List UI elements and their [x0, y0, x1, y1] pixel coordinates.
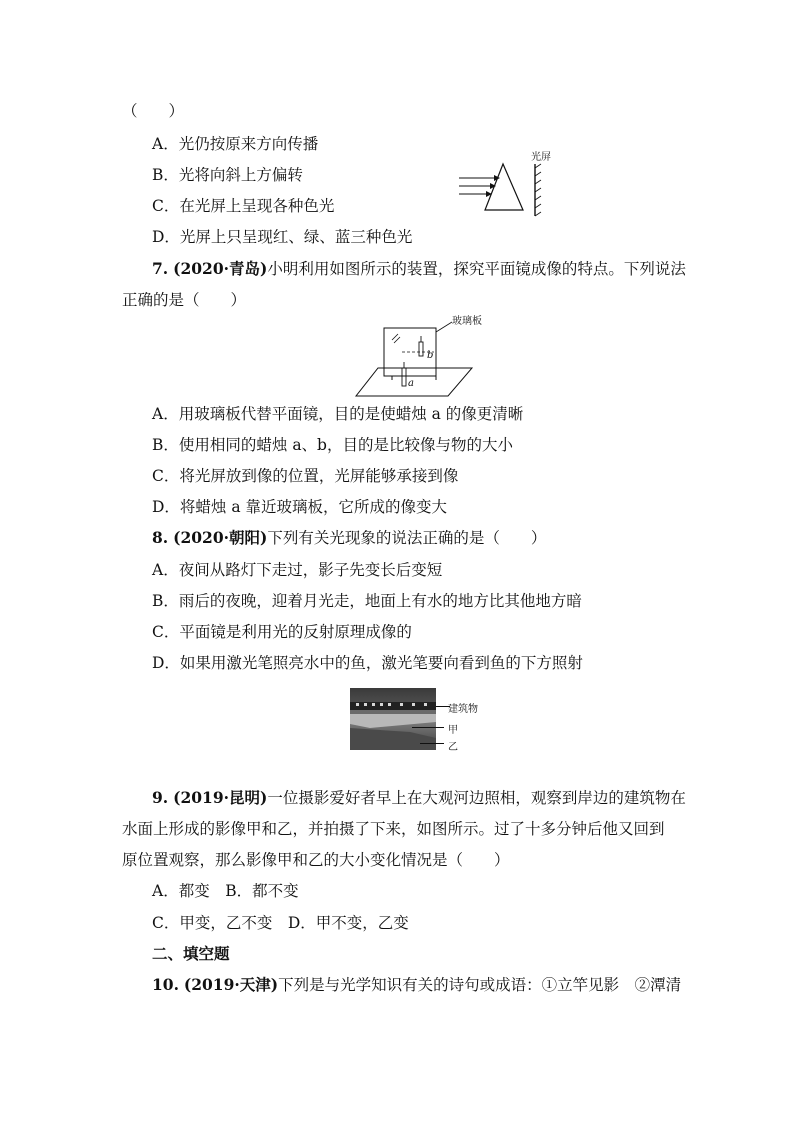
- q8-option-a[interactable]: A．夜间从路灯下走过，影子先变长后变短: [152, 561, 443, 579]
- q9-stem-text: 一位摄影爱好者早上在大观河边照相，观察到岸边的建筑物在: [267, 789, 686, 807]
- prism-triangle: [485, 164, 523, 210]
- candle-a-label: a: [408, 378, 414, 389]
- q10-number: 10.: [152, 975, 179, 994]
- q7-source: (2020·青岛): [173, 259, 268, 278]
- q6-stem-tail: （ ）: [122, 102, 185, 120]
- q7-option-d[interactable]: D．将蜡烛 a 靠近玻璃板，它所成的像变大: [152, 498, 448, 516]
- q7-number: 7.: [152, 259, 169, 278]
- prism-figure: [455, 148, 565, 220]
- image-yi-label: 乙: [448, 742, 458, 753]
- q10-stem-text: 下列是与光学知识有关的诗句或成语：①立竿见影 ②潭清: [278, 976, 682, 994]
- q10-stem: [152, 975, 681, 995]
- q8-source: (2020·朝阳): [173, 528, 268, 547]
- q6-option-c[interactable]: C．在光屏上呈现各种色光: [152, 197, 335, 215]
- glass-plate-label: 玻璃板: [452, 316, 482, 327]
- q9-stem-line1: [152, 788, 686, 808]
- glass-plate-figure: [352, 310, 492, 400]
- q6-option-d[interactable]: D．光屏上只呈现红、绿、蓝三种色光: [152, 228, 413, 246]
- candle-a: [402, 368, 406, 386]
- reflection-photo: [350, 688, 436, 750]
- q7-option-a[interactable]: A．用玻璃板代替平面镜，目的是使蜡烛 a 的像更清晰: [152, 405, 524, 423]
- screen-label: 光屏: [531, 152, 551, 163]
- q9-source: (2019·昆明): [173, 788, 268, 807]
- q9-stem-line2: 水面上形成的影像甲和乙，并拍摄了下来，如图所示。过了十多分钟后他又回到: [122, 820, 665, 838]
- q7-stem-line2: 正确的是（ ）: [122, 291, 247, 309]
- q8-option-d[interactable]: D．如果用激光笔照亮水中的鱼，激光笔要向看到鱼的下方照射: [152, 654, 583, 672]
- q8-stem: [152, 528, 546, 548]
- q8-stem-text: 下列有关光现象的说法正确的是（ ）: [267, 529, 547, 547]
- q9-stem-line3: 原位置观察，那么影像甲和乙的大小变化情况是（ ）: [122, 851, 510, 869]
- q9-options-cd[interactable]: C．甲变，乙不变 D．甲不变，乙变: [152, 914, 409, 932]
- q8-number: 8.: [152, 528, 169, 547]
- image-jia-label: 甲: [448, 725, 458, 736]
- q9-options-ab[interactable]: A．都变 B．都不变: [152, 882, 299, 900]
- q7-stem-line1: [152, 259, 686, 279]
- candle-b: [419, 342, 423, 356]
- reflection-photo-figure: [350, 688, 490, 753]
- q7-option-c[interactable]: C．将光屏放到像的位置，光屏能够承接到像: [152, 467, 459, 485]
- q7-option-b[interactable]: B．使用相同的蜡烛 a、b，目的是比较像与物的大小: [152, 436, 513, 454]
- light-rays: [459, 178, 499, 194]
- section-fill-in-title: 二、填空题: [152, 944, 230, 963]
- candle-b-label: b: [427, 350, 434, 361]
- q8-option-c[interactable]: C．平面镜是利用光的反射原理成像的: [152, 623, 412, 641]
- building-label: 建筑物: [448, 704, 478, 715]
- q6-option-b[interactable]: B．光将向斜上方偏转: [152, 166, 303, 184]
- q9-number: 9.: [152, 788, 169, 807]
- q7-stem-text: 小明利用如图所示的装置，探究平面镜成像的特点。下列说法: [267, 260, 686, 278]
- q10-source: (2019·天津): [183, 975, 279, 994]
- q8-option-b[interactable]: B．雨后的夜晚，迎着月光走，地面上有水的地方比其他地方暗: [152, 592, 582, 610]
- q6-option-a[interactable]: A．光仍按原来方向传播: [152, 135, 319, 153]
- base-plane: [356, 368, 472, 396]
